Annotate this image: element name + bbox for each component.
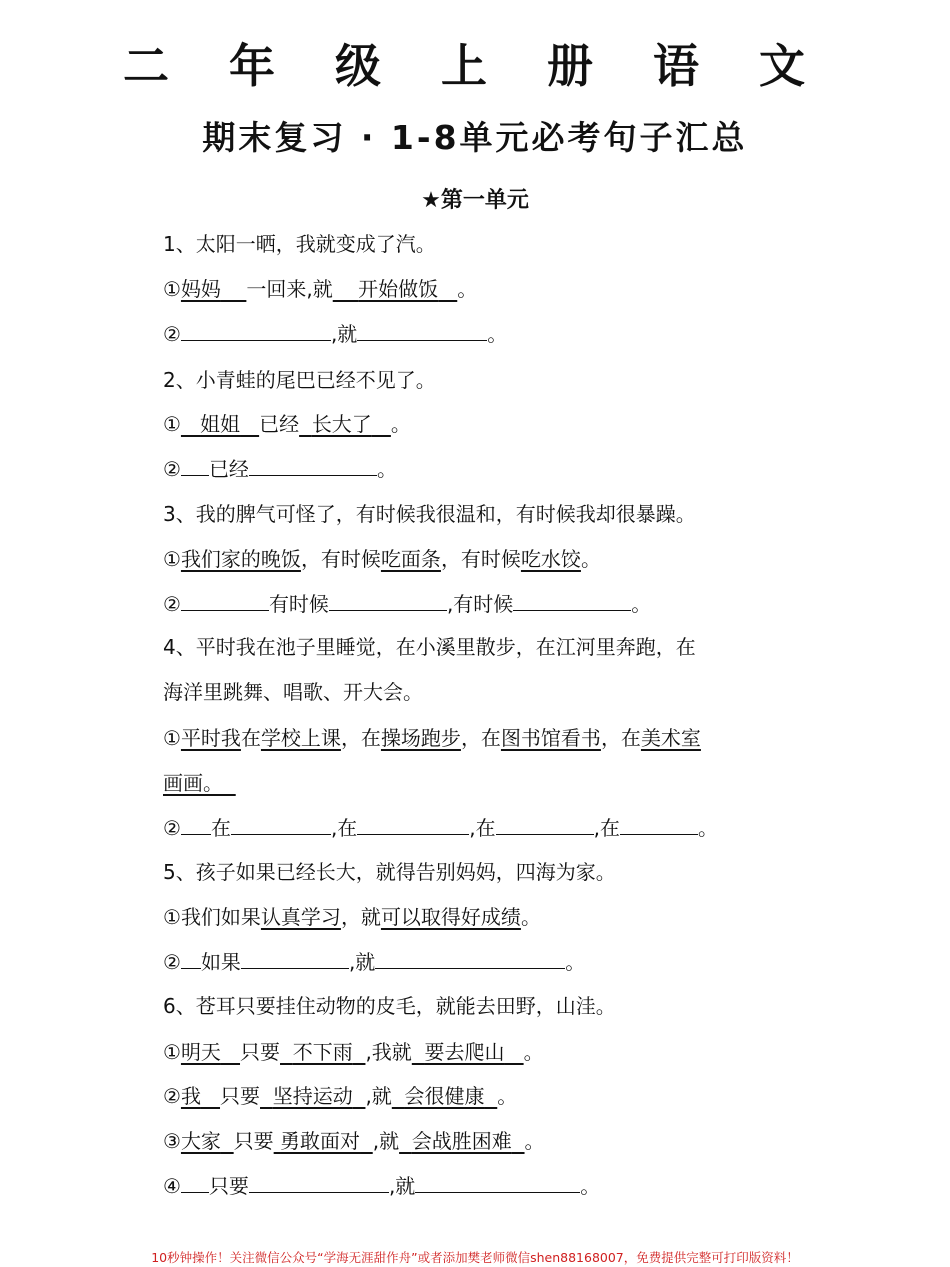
example-1-1 [163,275,477,303]
text: ，在 [600,726,641,750]
text: 。 [580,547,601,571]
text: ,就 [388,1174,416,1198]
answer-blank[interactable] [513,590,631,611]
filled-blank: 平时我 [180,726,241,750]
filled-blank: 学校上课 [260,726,341,750]
answer-blank[interactable] [249,455,377,476]
example-6-4 [163,1172,600,1200]
text: ,在 [593,816,621,840]
answer-blank[interactable] [357,814,469,835]
answer-blank[interactable] [329,590,447,611]
text: 在 [240,726,261,750]
item-number: ① [163,1040,181,1064]
filled-blank: 认真学习 [260,905,341,929]
answer-blank[interactable] [620,814,698,835]
example-6-3 [163,1127,545,1155]
answer-blank[interactable] [181,455,209,476]
example-4-2 [163,814,718,842]
example-2-2 [163,455,397,483]
text: ,就 [365,1084,392,1108]
text: 只要 [240,1040,281,1064]
filled-blank: 可以取得好成绩 [380,905,521,929]
answer-blank[interactable] [496,814,594,835]
filled-blank: 大家 [180,1129,221,1153]
text: ,有时候 [446,592,514,616]
answer-blank[interactable] [415,1172,580,1193]
example-6-1 [163,1038,544,1066]
example-5-1 [163,903,541,931]
text: 。 [497,1084,518,1108]
item-number: ① [163,726,181,750]
example-2-1 [163,410,411,438]
text: 。 [580,1174,601,1198]
text: 只要 [208,1174,249,1198]
text: 。 [698,816,719,840]
filled-blank: 明天 [180,1040,221,1064]
text: 。 [524,1129,545,1153]
filled-blank: 长大了 [311,412,372,436]
filled-blank: 勇敢面对 [280,1129,361,1153]
sentence-5: 5、孩子如果已经长大，就得告别妈妈，四海为家。 [163,860,616,884]
sentence-6: 6、苍耳只要挂住动物的皮毛，就能去田野，山洼。 [163,994,616,1018]
text: 。 [390,412,411,436]
item-number: ① [163,547,181,571]
filled-blank: 美术室 [640,726,701,750]
text: 已经 [259,412,300,436]
filled-blank: 坚持运动 [272,1084,353,1108]
item-number: ② [163,457,181,481]
answer-blank[interactable] [181,814,211,835]
example-1-2 [163,320,507,348]
filled-blank: 不下雨 [292,1040,353,1064]
filled-blank: 我 [180,1084,201,1108]
text: ，就 [340,905,381,929]
text: 。 [457,277,478,301]
answer-blank[interactable] [231,814,331,835]
answer-blank[interactable] [181,1172,209,1193]
text: ,在 [330,816,358,840]
item-number: ② [163,816,181,840]
sentence-1: 1、太阳一晒，我就变成了汽。 [163,232,436,256]
item-number: ④ [163,1174,181,1198]
filled-blank: 开始做饭 [358,277,439,301]
example-3-1 [163,545,601,573]
filled-blank: 吃水饺 [520,547,581,571]
text: 。 [520,905,541,929]
sentence-2: 2、小青蛙的尾巴已经不见了。 [163,368,436,392]
text: 在 [210,816,231,840]
text: 有时候 [268,592,329,616]
filled-blank: 操场跑步 [380,726,461,750]
filled-blank: 画画。 [163,771,223,795]
item-number: ① [163,277,181,301]
text: ,就 [348,950,376,974]
item-number: ① [163,412,181,436]
answer-blank[interactable] [181,590,269,611]
answer-blank[interactable] [357,320,487,341]
text: 。 [631,592,652,616]
filled-blank: 会战胜困难 [411,1129,512,1153]
item-number: ③ [163,1129,181,1153]
page-subtitle: 期末复习 · 1-8单元必考句子汇总 [202,118,748,157]
text: ,我就 [365,1040,412,1064]
page-title: 二 年 级 上 册 语 文 [122,39,828,93]
text: 。 [565,950,586,974]
promo-footer: 10秒钟操作！关注微信公众号“学海无涯甜作舟”或者添加樊老师微信shen88168007，免费提供完整可打印版资料！ [151,1250,799,1265]
example-3-2 [163,590,651,618]
text: ,就 [330,322,358,346]
filled-blank: 妈妈 [180,277,221,301]
example-4-1 [163,724,701,752]
filled-blank: 姐姐 [200,412,241,436]
item-number: ② [163,592,181,616]
filled-blank: 图书馆看书 [500,726,601,750]
answer-blank[interactable] [181,948,201,969]
text: ,在 [469,816,496,840]
example-5-2 [163,948,585,976]
text: 我们如果 [180,905,261,929]
text: ，有时候 [300,547,381,571]
text: 如果 [200,950,241,974]
text: 。 [523,1040,544,1064]
answer-blank[interactable] [241,948,349,969]
sentence-3: 3、我的脾气可怪了，有时候我很温和，有时候我却很暴躁。 [163,502,696,526]
item-number: ② [163,322,181,346]
item-number: ② [163,1084,181,1108]
text: 只要 [233,1129,274,1153]
sentence-4-line-1: 4、平时我在池子里睡觉，在小溪里散步，在江河里奔跑，在 [163,635,696,659]
text: 已经 [208,457,249,481]
answer-blank[interactable] [249,1172,389,1193]
filled-blank: 要去爬山 [424,1040,505,1064]
filled-blank: 吃面条 [380,547,441,571]
text: 。 [487,322,508,346]
unit-heading: ★第一单元 [421,188,529,213]
example-6-2 [163,1082,517,1110]
answer-blank[interactable] [181,320,331,341]
text: ，有时候 [440,547,521,571]
text: ,就 [372,1129,400,1153]
answer-blank[interactable] [375,948,565,969]
text: 。 [376,457,397,481]
item-number: ② [163,950,181,974]
item-number: ① [163,905,181,929]
sentence-4-line-2: 海洋里跳舞、唱歌、开大会。 [163,680,423,704]
example-4-1-cont [163,769,236,797]
text: 只要 [220,1084,261,1108]
text: 一回来,就 [246,277,333,301]
text: ，在 [460,726,501,750]
filled-blank: 会很健康 [404,1084,485,1108]
text: ，在 [340,726,381,750]
filled-blank: 我们家的晚饭 [180,547,301,571]
